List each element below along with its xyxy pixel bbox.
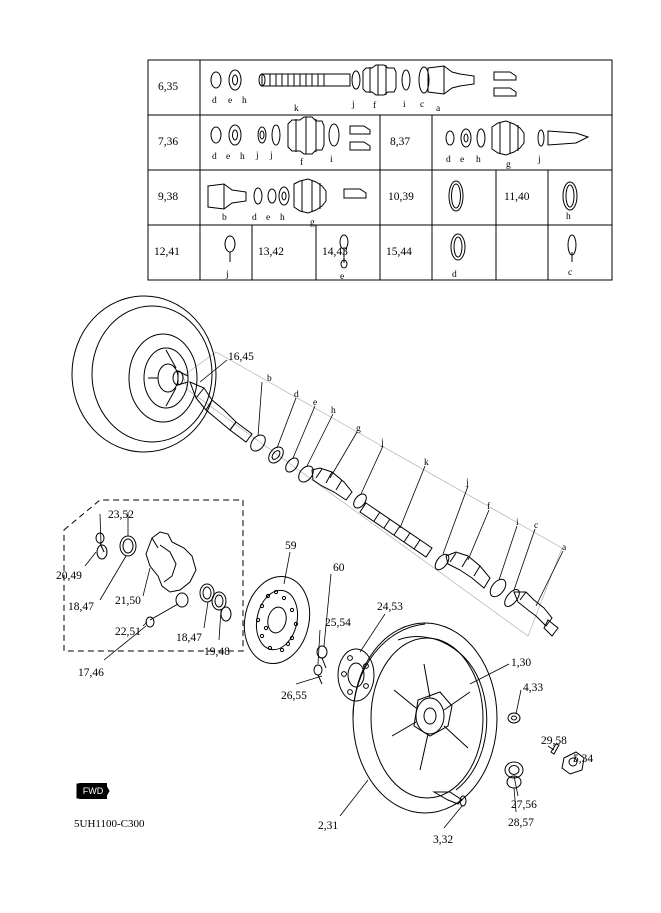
table-ref-number: 11,40 (504, 191, 530, 203)
table-ref-number: 10,39 (388, 191, 414, 203)
fwd-label: FWD (79, 783, 107, 799)
callout-number: 20,49 (56, 570, 82, 582)
callout-number: 18,47 (68, 601, 94, 613)
front-tire-assembly (72, 296, 216, 452)
part-letter-label: g (310, 218, 315, 228)
callout-number: 23,52 (108, 509, 134, 521)
table-ref-number: 14,43 (322, 246, 348, 258)
part-letter-label: c (568, 268, 573, 278)
table-ref-number: 6,35 (158, 81, 179, 93)
drive-shaft-assembly (190, 382, 558, 636)
part-letter-label: d (252, 213, 257, 223)
table-ref-number: 7,36 (158, 136, 179, 148)
part-letter-label: i (403, 100, 406, 110)
part-letter-label: j (256, 151, 259, 161)
part-letter-label: b (267, 374, 272, 384)
steering-knuckle-group (64, 500, 243, 651)
callout-number: 5,34 (573, 753, 594, 765)
part-letter-label: c (534, 521, 539, 531)
part-letter-label: a (436, 104, 441, 114)
callout-number: 29,58 (541, 735, 567, 747)
parts-table-grid (148, 60, 612, 280)
callout-number: 22,51 (115, 626, 141, 638)
callout-number: 60 (333, 562, 345, 574)
callout-number: 16,45 (228, 351, 254, 363)
callout-number: 24,53 (377, 601, 403, 613)
part-letter-label: d (294, 390, 299, 400)
callout-number: 18,47 (176, 632, 202, 644)
part-letter-label: e (313, 398, 318, 408)
part-letter-label: g (356, 424, 361, 434)
callout-number: 1,30 (511, 657, 532, 669)
table-ref-number: 8,37 (390, 136, 411, 148)
part-letter-label: d (212, 152, 217, 162)
callout-number: 3,32 (433, 834, 454, 846)
right-hardware (505, 713, 584, 788)
part-letter-label: f (373, 101, 377, 111)
callout-number: 19,48 (204, 646, 230, 658)
part-letter-label: c (420, 100, 425, 110)
part-letter-label: j (226, 270, 229, 280)
part-letter-label: f (300, 158, 304, 168)
table-ref-number: 12,41 (154, 246, 180, 258)
part-letter-label: f (487, 502, 491, 512)
table-ref-number: 15,44 (386, 246, 412, 258)
part-letter-label: d (452, 270, 457, 280)
diagram-code: 5UH1100-C300 (74, 818, 145, 830)
callout-number: 17,46 (78, 667, 104, 679)
table-ref-number: 9,38 (158, 191, 179, 203)
callout-number: 2,31 (318, 820, 339, 832)
callout-number: 27,56 (511, 799, 537, 811)
callout-number: 59 (285, 540, 297, 552)
part-letter-label: h (280, 213, 285, 223)
part-letter-label: b (222, 213, 227, 223)
part-letter-label: e (228, 96, 233, 106)
part-letter-label: i (330, 155, 333, 165)
fwd-marker (75, 780, 111, 802)
callout-number: 21,50 (115, 595, 141, 607)
part-letter-label: g (506, 160, 511, 170)
part-letter-label: h (240, 152, 245, 162)
rear-wheel-assembly (353, 623, 497, 813)
part-letter-label: e (226, 152, 231, 162)
part-letter-label: j (381, 438, 384, 448)
part-letter-label: h (566, 212, 571, 222)
part-letter-label: h (242, 96, 247, 106)
part-letter-label: h (476, 155, 481, 165)
assembly-outline (183, 352, 562, 636)
part-letter-label: j (466, 478, 469, 488)
callout-number: 4,33 (523, 682, 544, 694)
part-letter-label: j (270, 151, 273, 161)
callout-number: 28,57 (508, 817, 534, 829)
table-ref-number: 13,42 (258, 246, 284, 258)
wheel-hub (314, 646, 374, 701)
leader-lines (85, 360, 576, 828)
part-letter-label: k (294, 104, 299, 114)
callout-number: 25,54 (325, 617, 351, 629)
brake-disc (237, 570, 318, 669)
part-letter-label: d (212, 96, 217, 106)
part-letter-label: k (424, 458, 429, 468)
part-letter-label: d (446, 155, 451, 165)
part-letter-label: h (331, 406, 336, 416)
part-letter-label: e (460, 155, 465, 165)
part-letter-label: j (538, 155, 541, 165)
callout-number: 26,55 (281, 690, 307, 702)
part-letter-label: e (266, 213, 271, 223)
part-letter-label: a (562, 543, 567, 553)
part-letter-label: j (352, 100, 355, 110)
part-letter-label: e (340, 272, 345, 282)
part-letter-label: i (516, 518, 519, 528)
